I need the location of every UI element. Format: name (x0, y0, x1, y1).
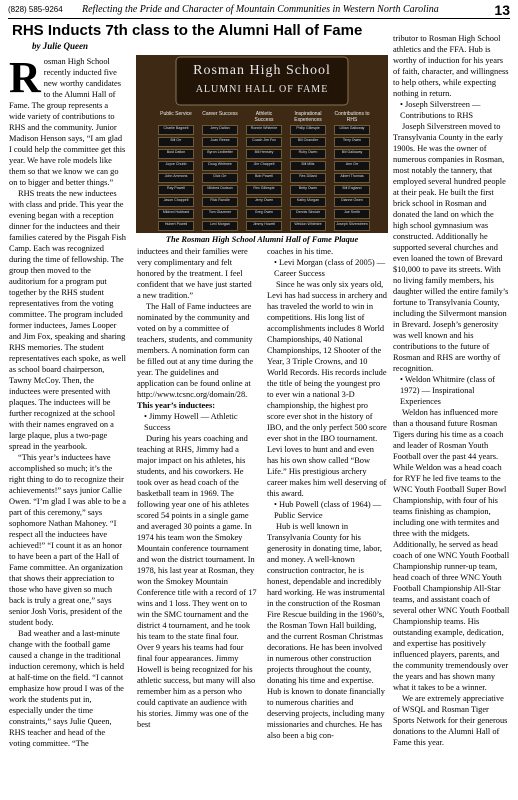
paragraph: tributor to Rosman High School athletics and the FFA. Hub is worthy of induction for his years of faith, character, and willingness to help others, while expecting nothing in return. (393, 34, 509, 98)
inductee-title: • Levi Morgan (class of 2005) — Career Success (274, 258, 386, 278)
plaque-column (246, 111, 282, 233)
plaque-name-plate: Joe Smith (334, 209, 370, 219)
inductees-heading: This year’s inductees: (137, 401, 216, 410)
inductee-title: • Jimmy Howell — Athletic Success (144, 412, 238, 432)
paragraph: During his years coaching and teaching at RHS, Jimmy had a major impact on his athletes, his students, and his coworkers. He took over as head coach of the basketball team in 1969. The following year one of his athletes scored 54 points in a single game and averaged 30 points a game. In 1974 his team won the Smokey Mountain conference tournament and won the district tournament. In 1978, his last year at Rosman, they won the Smokey Mountain Conference title with a record of 17 wins and 1 loss. They went on to win the SMC tournament and the district 4 tournament, and he took his team to the state final four. Over 9 years his teams had four final four appearances. Jimmy Howell is being recognized for his athletic success, but many will also remember him as a person who could captivate an audience with his stories. Jimmy was one of the best (137, 434, 257, 729)
plaque-name-plate: Bill Hensley (246, 149, 282, 159)
plaque-name-plate: Bill Mills (290, 161, 326, 171)
plaque-name-plate: Terry Owen (334, 137, 370, 147)
inductee-title: • Weldon Whitmire (class of 1972) — Inspirational Experiences (400, 375, 495, 406)
plaque-name-plate: Coach Jim Fox (246, 137, 282, 147)
plaque-name-plate: Weldon Whitmire (290, 221, 326, 231)
plaque-name-plate: Ray Powell (158, 185, 194, 195)
plaque-column-heading: Public Service (160, 111, 192, 117)
plaque-column-heading: Contributions to RHS (334, 111, 370, 123)
plaque-name-plate: Jim Chappell (246, 161, 282, 171)
paragraph: inductees and their families were very complimentary and felt honored by the treatment. I feel confident that we have just started a new tradition.” (137, 247, 252, 300)
plaque-name-plate: Rex Gillespie (246, 185, 282, 195)
plaque-name-plate: Joyce Chubb (158, 161, 194, 171)
plaque-name-plate: Bill England (334, 185, 370, 195)
inductee-title: • Hub Powell (class of 1964) — Public Service (274, 500, 382, 520)
plaque-name-plate: Joseph Silverstreen (334, 221, 370, 231)
paragraph: “This year’s inductees have accomplished so much; it’s the right thing to do to recognize their achievements!” says junior Callie Owen. “I’m glad I was able to be a part of this ceremony,” says sophomore Nathan Mahoney. “I respect all the inductees have achieved!” “I count it as an honor to have been a part of the Hall of Fame committee. An organization that shows their appreciation to those who have given so much back is truly a great one,” says senior Josh Voris, president of the student body. (9, 453, 126, 627)
header-tagline: Reflecting the Pride and Character of Mountain Communities in Western North Carolina (82, 4, 439, 15)
article-column-3 (267, 246, 387, 741)
plaque-name-plate: Bill Galloway (334, 149, 370, 159)
inductee-title: • Joseph Silverstreen — Contributions to RHS (400, 100, 481, 120)
plaque-name-plate: Jerry Owen (246, 197, 282, 207)
plaque-column (334, 111, 370, 233)
paragraph: coaches in his time. (267, 247, 334, 256)
paragraph: Hub is well known in Transylvania County for his generosity in donating time, labor, and money. A well-known construction contractor, he is honest, dependable and incredibly hard working. He was instrumental in the construction of the Rosman Fire Rescue building in the 1960’s, the Rosman Town Hall building, and the current Rosman Christmas decorations. He has been involved in numerous other construction projects throughout the county, donating his time and expertise. Hub is known to donate financially to numerous charities and deserving projects, including many missionaries and churches. He has also been a big con- (267, 522, 385, 740)
plaque-name-plate: Charlie Bagwell (158, 125, 194, 135)
plaque-name-plate: Jimmy Howell (246, 221, 282, 231)
article-headline: RHS Inducts 7th class to the Alumni Hall of Fame (12, 22, 363, 39)
article-column-1 (9, 53, 126, 749)
plaque-name-plate: Mildred Hubbard (158, 209, 194, 219)
page-header (8, 4, 510, 19)
plaque-name-plate: Philip Gillespie (290, 125, 326, 135)
paragraph: The Hall of Fame inductees are nominated by the community and voted on by a committee of teachers, students, and community members. A nomination form can be filled out at any time during the year. The guidelines and application can be found online at http://www.tcsnc.org/domain/28. (137, 302, 254, 399)
plaque-name-plate: Joan Reese (202, 137, 238, 147)
paragraph: Joseph Silverstreen moved to Transylvania County in the early 1900s. He was the owner of numerous companies in Rosman, most notably the tannery, that employed several hundred people at their peak. He built the first brick school in Rosman and donated the land on which the high school gymnasium was constructed. Additionally he supported several churches and even loaned the town of Brevard $10,000 to pave its streets. With no living family members, his daughter willed the entire family’s fortune to Transylvania County, including the Silvermont mansion in Brevard. Joseph’s generosity was well known and his contributions to the future of Rosman and RHS are worthy of recognition. (393, 122, 509, 373)
plaque-column-heading: Career Success (202, 111, 238, 117)
plaque-name-plate: Tom Glazener (202, 209, 238, 219)
plaque-name-plate: Rick Randle (202, 197, 238, 207)
plaque-name-plate: Bill Orr (158, 137, 194, 147)
plaque-name-plate: Bill Chandler (290, 137, 326, 147)
header-phone: (828) 585-9264 (8, 5, 63, 14)
plaque-name-plate: Albert Thomas (334, 173, 370, 183)
paragraph: RHS treats the new inductees with class and pride. This year the evening began with a reception dinner for the inductees and their families catered by the Pisgah Fish Camp. Each was recognized during the time of fellowship. The group then moved to the auditorium for a program put together by the RHS student representatives from the voting committee. The program included former inductees, James Looper and Jim Fox, speaking and sharing RHS memories. The student representatives each spoke, as well as school board chairperson, Tawny McCoy. Then, the inductees were presented with plaques. The inductees will be further recognized at the school with their names engraved on a large plaque, plus a two-page spread in the yearbook. (9, 189, 126, 451)
plaque-name-columns (136, 111, 388, 233)
plaque-subtitle: ALUMNI HALL OF FAME (195, 84, 329, 95)
plaque-name-plate: Doug Whitmire (202, 161, 238, 171)
plaque-name-plate: Dick Orr (202, 173, 238, 183)
plaque-name-plate: John Ammons (158, 173, 194, 183)
paragraph: Since he was only six years old, Levi has had success in archery and has traveled the world to win in competitions. His long list of accomplishments includes 8 World Championships, 40 National Championships, 12 Shooter of the Year, 3 Triple Crowns, and 10 World Records. His records include the title of being the youngest pro to ever win a national 3-D championship, the highest pro score ever shot in the history of IBO, and the only perfect 500 score ever shot in the IBO tournament. Levi loves to hunt and and even has his own show called “Bow Life.” His prestigious archery career makes him well deserving of this award. (267, 280, 387, 498)
plaque-title: Rosman High School (193, 63, 331, 78)
plaque-column (202, 111, 238, 233)
plaque-name-plate: Hubert Powell (158, 221, 194, 231)
article-column-4 (393, 33, 510, 748)
paragraph: Weldon has influenced more than a thousand future Rosman Tigers during his time as a coach and leader of Rosman Youth Football over the past 44 years. While Weldon was a head coach for RYF he led five teams to the WNC Youth Football Super Bowl Championship, with four of his teams finishing as champion, including one with termites and three with the midgets. Additionally, he served as head coach of one WNC Youth Football Championship runner-up team, head coach of three WNC Youth Football Championship All-Star teams, and assistant coach of several other WNC Youth Football Championship teams. His outstanding example, dedication, and expertise has positively influenced players, parents, and the community tremendously over the years and has shown many what it takes to be a winner. (393, 408, 510, 692)
plaque-name-plate: Jerry Dalton (202, 125, 238, 135)
plaque-name-plate: Levi Morgan (202, 221, 238, 231)
plaque-name-plate: Mildred Dodson (202, 185, 238, 195)
plaque-name-plate: Jason Chappell (158, 197, 194, 207)
plaque-column (290, 111, 326, 233)
paragraph-text: osman High School recently inducted five new worthy candidates to the Alumni Hall of Fame. The group represents a wide variety of contributions to RHS and the community. Junior Madison Henson says, “I am glad I could help the committee get this year. We have role models like them so that we know we can go on to bigger and better things.” (9, 57, 126, 187)
plaque-name-plate: Betty Owen (290, 185, 326, 195)
plaque-name-plate: Bob Powell (246, 173, 282, 183)
plaque-name-plate: Dianne Owen (334, 197, 370, 207)
plaque-name-plate: Ronnie Whitmire (246, 125, 282, 135)
plaque-column (158, 111, 194, 233)
paragraph: Bad weather and a last-minute change with the football game caused a change in the traditional induction ceremony, which is held at half-time on the field. “I cannot emphasize how proud I was of the work the students put in, especially under the time constraints,” says Julie Queen, RHS teacher and head of the voting committee. “The (9, 629, 125, 748)
photo-caption: The Rosman High School Alumni Hall of Fame Plaque (165, 235, 359, 244)
plaque-column-heading: Athletic Success (254, 111, 274, 123)
plaque-name-plate: Ann Orr (334, 161, 370, 171)
hall-of-fame-plaque-photo (136, 55, 388, 233)
paragraph (9, 53, 126, 188)
plaque-name-plate: Ruby Owen (290, 149, 326, 159)
plaque-name-plate: Boid Dalton (158, 149, 194, 159)
plaque-name-plate: Greg Owen (246, 209, 282, 219)
plaque-column-heading: Inspirational Experiences (294, 111, 322, 123)
plaque-name-plate: Dennis Sinclair (290, 209, 326, 219)
plaque-name-plate: Kathy Morgan (290, 197, 326, 207)
article-column-2 (137, 246, 257, 730)
article-byline: by Julie Queen (32, 41, 88, 51)
paragraph: We are extremely appreciative of WSQL and Rosman Tiger Sports Network for their generous donations to the Alumni Hall of Fame this year. (393, 694, 508, 747)
plaque-name-plate: Lillian Galloway (334, 125, 370, 135)
drop-cap: R (9, 53, 41, 102)
page-number: 13 (494, 2, 510, 18)
plaque-name-plate: Rex Dillard (290, 173, 326, 183)
plaque-name-plate: Byron Ledbetter (202, 149, 238, 159)
